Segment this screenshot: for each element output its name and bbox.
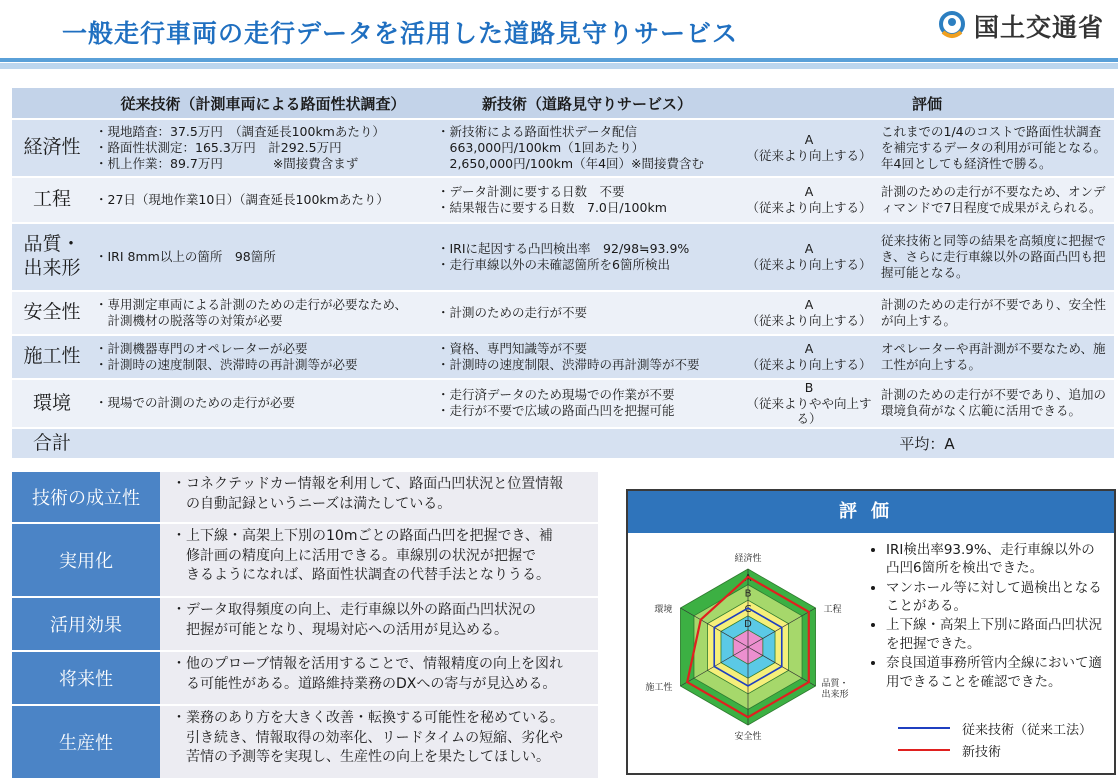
evaluation-panel	[626, 489, 1116, 775]
conventional-cell: ・IRI 8mm以上の箇所 98箇所	[92, 223, 434, 291]
total-empty-cell	[92, 428, 434, 458]
total-label: 合計	[12, 428, 92, 458]
assessment-row	[12, 522, 598, 596]
new-tech-cell: ・データ計測に要する日数 不要 ・結果報告に要する日数 7.0日/100km	[434, 177, 740, 223]
assessment-label: 生産性	[12, 706, 160, 778]
radar-level-label: C	[744, 604, 752, 615]
grade-cell: A （従来より向上する）	[740, 177, 878, 223]
new-tech-cell: ・新技術による路面性状データ配信 663,000円/100km（1回あたり） 2,650,000円/100km（年4回）※間接費含む	[434, 119, 740, 177]
header-divider-light	[0, 63, 1118, 69]
bullet-item: • 上下線・高架上下別に路面凸凹状況を把握できた。	[886, 616, 1108, 653]
conventional-cell: ・専用測定車両による計測のための走行が必要なため、 計測機材の脱落等の対策が必要	[92, 291, 434, 335]
legend-item-conventional	[898, 717, 1092, 739]
chart-legend	[898, 717, 1092, 761]
legend-swatch	[898, 727, 950, 729]
assessment-row	[12, 596, 598, 650]
radar-axis-label: 経済性	[734, 554, 762, 564]
row-category: 施工性	[12, 335, 92, 379]
table-row	[12, 119, 1114, 177]
assessment-text: ・業務のあり方を大きく改善・転換する可能性を秘めている。 引き続き、情報取得の効率化、リードタイムの短縮、劣化や 苦情の予測等を実現し、生産性の向上を果たしてほしい。	[160, 706, 598, 778]
ministry-name: 国土交通省	[974, 13, 1105, 42]
ministry-logo-icon	[936, 10, 968, 42]
radar-axis-label: 出来形	[821, 690, 849, 700]
assessment-text: ・上下線・高架上下別の10mごとの路面凸凹を把握でき、補 修計画の精度向上に活用できる。車線別の状況が把握で きるようになれば、路面性状調査の代替手法となりうる。	[160, 524, 598, 596]
assessment-text: ・他のプローブ情報を活用することで、情報精度の向上を図れ る可能性がある。道路維持業務のDXへの寄与が見込める。	[160, 652, 598, 704]
bullet-item: • IRI検出率93.9%、走行車線以外の凸凹6箇所を検出できた。	[886, 541, 1108, 578]
radar-axis-label: 施工性	[645, 683, 673, 693]
grade-cell: A （従来より向上する）	[740, 291, 878, 335]
comment-cell: 計測のための走行が不要なため、オンディマンドで7日程度で成果がえられる。	[878, 177, 1114, 223]
conventional-cell: ・現地踏査：37.5万円 （調査延長100kmあたり） ・路面性状測定：165.3万円 計292.5万円 ・机上作業：89.7万円 ※間接費含まず	[92, 119, 434, 177]
radar-axis-label: 環境	[654, 605, 673, 615]
table-header-conventional: 従来技術（計測車両による路面性状調査）	[92, 88, 434, 119]
evaluation-bullets	[868, 541, 1108, 692]
comment-cell: これまでの1/4のコストで路面性状調査を補完するデータの利用が可能となる。年4回としても経済性で勝る。	[878, 119, 1114, 177]
total-empty-cell	[434, 428, 740, 458]
ministry-brand	[936, 8, 1104, 44]
grade-cell: A （従来より向上する）	[740, 119, 878, 177]
comment-cell: 計測のための走行が不要であり、追加の環境負荷がなく広範に活用できる。	[878, 379, 1114, 428]
legend-label: 従来技術（従来工法）	[962, 722, 1093, 738]
conventional-cell: ・現場での計測のための走行が必要	[92, 379, 434, 428]
evaluation-panel-title: 評価	[628, 491, 1114, 533]
assessment-label: 実用化	[12, 524, 160, 596]
assessment-label: 技術の成立性	[12, 472, 160, 522]
assessment-label: 将来性	[12, 652, 160, 704]
table-total-row	[12, 428, 1114, 458]
legend-swatch	[898, 749, 950, 751]
new-tech-cell: ・資格、専門知識等が不要 ・計測時の速度制限、渋滞時の再計測等が不要	[434, 335, 740, 379]
new-tech-cell: ・IRIに起因する凸凹検出率 92/98≒93.9% ・走行車線以外の未確認箇所を6箇所検出	[434, 223, 740, 291]
table-row	[12, 335, 1114, 379]
assessment-label: 活用効果	[12, 598, 160, 650]
radar-axis-label: 工程	[823, 605, 842, 615]
assessment-list	[12, 470, 598, 778]
table-header-evaluation: 評価	[740, 88, 1114, 119]
radar-level-label: A	[744, 572, 752, 584]
table-header-blank	[12, 88, 92, 119]
assessment-row	[12, 470, 598, 522]
legend-label: 新技術	[962, 744, 1002, 760]
new-tech-cell: ・走行済データのため現場での作業が不要 ・走行が不要で広域の路面凸凹を把握可能	[434, 379, 740, 428]
comment-cell: 計測のための走行が不要であり、安全性が向上する。	[878, 291, 1114, 335]
radar-axis-label: 安全性	[734, 732, 762, 742]
legend-item-new	[898, 739, 1092, 761]
assessment-row	[12, 704, 598, 778]
table-row	[12, 223, 1114, 291]
radar-chart	[630, 535, 866, 771]
assessment-row	[12, 650, 598, 704]
radar-level-label: D	[744, 618, 752, 630]
bullet-item: • マンホール等に対して過検出となることがある。	[886, 579, 1108, 616]
table-row	[12, 379, 1114, 428]
conventional-cell: ・計測機器専門のオペレーターが必要 ・計測時の速度制限、渋滞時の再計測等が必要	[92, 335, 434, 379]
table-row	[12, 291, 1114, 335]
grade-cell: A （従来より向上する）	[740, 335, 878, 379]
row-category: 経済性	[12, 119, 92, 177]
row-category: 環境	[12, 379, 92, 428]
comment-cell: 従来技術と同等の結果を高頻度に把握でき、さらに走行車線以外の路面凸凹も把握可能となる。	[878, 223, 1114, 291]
table-header-new: 新技術（道路見守りサービス）	[434, 88, 740, 119]
row-category: 品質・ 出来形	[12, 223, 92, 291]
radar-axis-label: 品質・	[821, 679, 849, 689]
grade-cell: A （従来より向上する）	[740, 223, 878, 291]
row-category: 安全性	[12, 291, 92, 335]
row-category: 工程	[12, 177, 92, 223]
radar-level-label: B	[744, 588, 752, 600]
evaluation-table	[12, 88, 1114, 458]
grade-cell: B （従来よりやや向上する）	[740, 379, 878, 428]
comment-cell: オペレーターや再計測が不要なため、施工性が向上する。	[878, 335, 1114, 379]
new-tech-cell: ・計測のための走行が不要	[434, 291, 740, 335]
page-title: 一般走行車両の走行データを活用した道路見守りサービス	[62, 19, 739, 48]
assessment-text: ・データ取得頻度の向上、走行車線以外の路面凸凹状況の 把握が可能となり、現場対応への活用が見込める。	[160, 598, 598, 650]
table-row	[12, 177, 1114, 223]
assessment-text: ・コネクテッドカー情報を利用して、路面凸凹状況と位置情報 の自動記録というニーズは満たしている。	[160, 472, 598, 522]
total-result: 平均：A	[740, 428, 1114, 458]
bullet-item: • 奈良国道事務所管内全線において適用できることを確認できた。	[886, 654, 1108, 691]
conventional-cell: ・27日（現地作業10日）（調査延長100kmあたり）	[92, 177, 434, 223]
header-divider	[0, 58, 1118, 62]
